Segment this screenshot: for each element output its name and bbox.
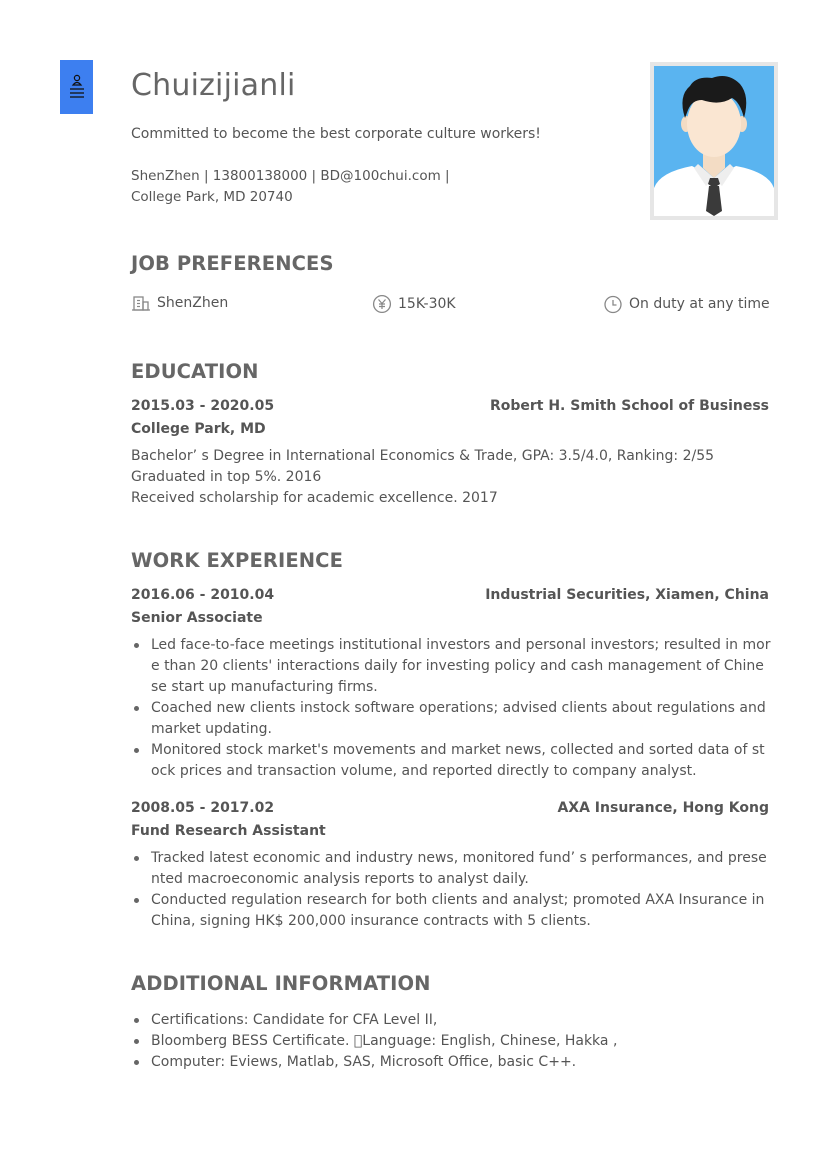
preference-location-text: ShenZhen bbox=[157, 295, 229, 311]
detail-line: Bachelor’ s Degree in International Economics & Trade, GPA: 3.5/4.0, Ranking: 2/55 bbox=[131, 448, 715, 464]
address-line: College Park, MD 20740 bbox=[131, 189, 293, 205]
motto: Committed to become the best corporate culture workers! bbox=[131, 126, 541, 142]
side-tab[interactable] bbox=[60, 60, 93, 114]
section-title-job-preferences: JOB PREFERENCES bbox=[131, 252, 334, 275]
detail-line: Received scholarship for academic excellence. 2017 bbox=[131, 490, 498, 506]
bullet-item: Monitored stock market's movements and market news, collected and sorted data of stock prices and transaction volume, and reported directly to company analyst. bbox=[131, 740, 771, 782]
bullet-item: Conducted regulation research for both clients and analyst; promoted AXA Insurance in China, signing HK$ 200,000 insurance contracts with 5 clients. bbox=[131, 890, 771, 932]
yuan-icon bbox=[372, 294, 392, 314]
entry-role: Fund Research Assistant bbox=[131, 823, 326, 839]
entry-role: Senior Associate bbox=[131, 610, 263, 626]
entry-company: Industrial Securities, Xiamen, China bbox=[485, 587, 769, 603]
bullet-item: Tracked latest economic and industry news, monitored fund’ s performances, and presented macroeconomic analysis reports to analyst daily. bbox=[131, 848, 771, 890]
bullet-item: Computer: Eviews, Matlab, SAS, Microsoft Office, basic C++. bbox=[131, 1052, 771, 1073]
entry-date: 2008.05 - 2017.02 bbox=[131, 800, 275, 816]
entry-location: College Park, MD bbox=[131, 421, 266, 437]
bullet-item: Led face-to-face meetings institutional investors and personal investors; resulted in more than 20 clients' interactions daily for investing policy and cash management of Chinese start up manufacturing firms. bbox=[131, 635, 771, 698]
candidate-name: Chuizijianli bbox=[131, 68, 296, 103]
job-preferences-row bbox=[131, 294, 771, 316]
bullet-item: Coached new clients instock software operations; advised clients about regulations and market updating. bbox=[131, 698, 771, 740]
contact-line: ShenZhen | 13800138000 | BD@100chui.com | bbox=[131, 168, 450, 184]
person-list-icon bbox=[68, 74, 86, 100]
entry-header bbox=[131, 398, 771, 419]
entry-date: 2016.06 - 2010.04 bbox=[131, 587, 275, 603]
preference-availability-text: On duty at any time bbox=[629, 296, 770, 312]
clock-icon bbox=[603, 294, 623, 314]
section-title-education: EDUCATION bbox=[131, 360, 259, 383]
entry-header bbox=[131, 800, 771, 821]
additional-entry bbox=[131, 1004, 771, 1073]
preference-salary bbox=[372, 294, 456, 314]
preference-location bbox=[131, 294, 228, 312]
work-entry bbox=[131, 800, 771, 932]
work-bullets bbox=[131, 848, 771, 932]
education-details bbox=[131, 446, 771, 509]
avatar-illustration bbox=[654, 66, 774, 216]
preference-availability bbox=[603, 294, 770, 314]
work-entry bbox=[131, 587, 771, 782]
bullet-item: Bloomberg BESS Certificate.  Language: English, Chinese, Hakka , bbox=[131, 1031, 771, 1052]
detail-line: Graduated in top 5%. 2016 bbox=[131, 469, 322, 485]
additional-bullets bbox=[131, 1010, 771, 1073]
work-bullets bbox=[131, 635, 771, 782]
entry-company: AXA Insurance, Hong Kong bbox=[557, 800, 769, 816]
preference-salary-text: 15K-30K bbox=[398, 296, 456, 312]
entry-date: 2015.03 - 2020.05 bbox=[131, 398, 275, 414]
education-entry bbox=[131, 398, 771, 509]
section-title-additional-information: ADDITIONAL INFORMATION bbox=[131, 972, 431, 995]
building-icon bbox=[131, 294, 151, 312]
entry-header bbox=[131, 587, 771, 608]
entry-school: Robert H. Smith School of Business bbox=[489, 398, 769, 414]
section-title-work-experience: WORK EXPERIENCE bbox=[131, 549, 344, 572]
bullet-item: Certifications: Candidate for CFA Level II, bbox=[131, 1010, 771, 1031]
contact-info bbox=[131, 166, 450, 208]
profile-photo bbox=[650, 62, 778, 220]
